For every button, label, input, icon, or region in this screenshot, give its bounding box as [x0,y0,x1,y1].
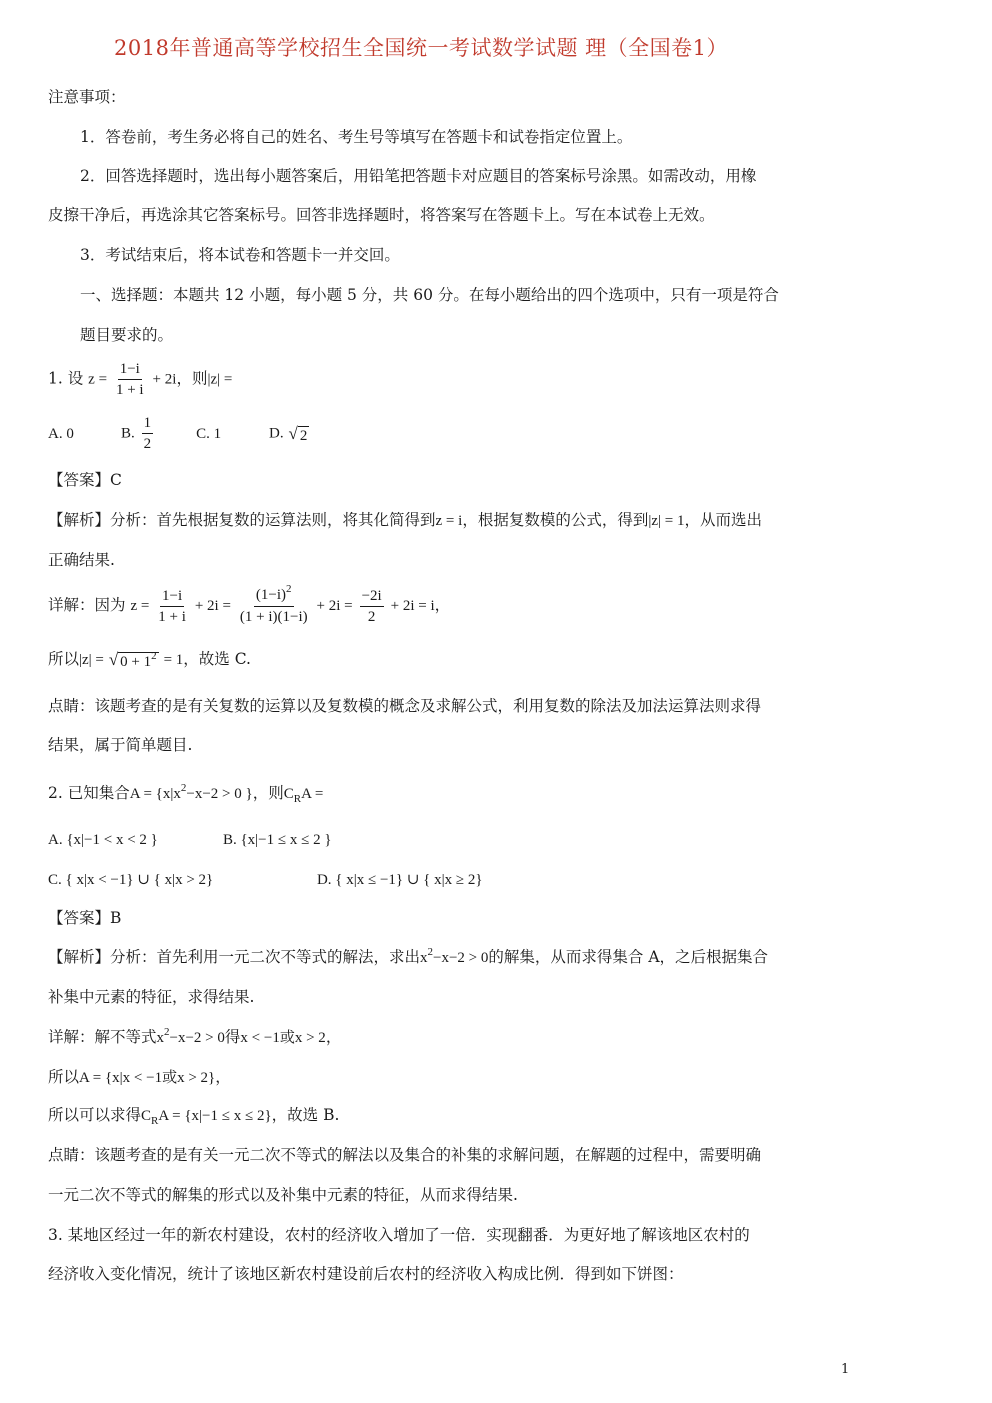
section-heading: 一、选择题：本题共 12 小题，每小题 5 分，共 60 分。在每小题给出的四个选项中，只有一项是符合 [80,286,779,304]
q1-fraction [114,359,146,400]
q1-option-d-sqrt [289,423,310,445]
q1-detail-frac-3 [360,586,384,627]
notice-item-2-cont: 皮擦干净后，再选涂其它答案标号。回答非选择题时，将答案写在答题卡上。写在本试卷上无效。 [48,206,715,224]
q2-analysis-b: 的解集，从而求得集合 A，之后根据集合 [488,948,769,966]
q1-answer: 【答案】C [48,471,122,489]
notice-item-1: 1．答卷前，考生务必将自己的姓名、考生号等填写在答题卡和试卷指定位置上。 [80,128,633,146]
q1-so-label: 所以 [48,650,80,668]
q1-detail-plus-3: + 2i = i [390,598,435,614]
sqrt-icon: √ [288,423,298,443]
notice-item-3: 3．考试结束后，将本试卷和答题卡一并交回。 [80,246,400,264]
q1-detail-end: ， [434,596,451,614]
q1-detail-den-1: 1 + i [158,608,186,625]
q2-so-1-end: ， [215,1068,231,1086]
q2-detail [48,1026,341,1050]
q1-detail-num-2-sup: 2 [286,583,292,595]
q1-tail: + 2i [152,371,177,388]
q2-so-2 [48,1104,339,1128]
q2-detail-label: 详解：解不等式 [48,1028,157,1046]
q1-option-b-den: 2 [143,436,152,452]
q1-stem [48,359,232,400]
q1-comment-cont: 结果，属于简单题目. [48,736,193,754]
q2-analysis-cont: 补集中元素的特征，求得结果. [48,988,255,1006]
q2-answer: 【答案】B [48,909,122,927]
q1-z: z = [88,371,108,388]
q1-comment: 点睛：该题考查的是有关复数的运算以及复数模的概念及求解公式，利用复数的除法及加法运算法则求得 [48,697,762,715]
q1-options [48,413,309,454]
q1-so-sqrt [109,649,159,672]
q1-analysis-b: ，根据复数模的公式，得到 [462,511,649,529]
q1-detail-frac-1 [156,586,188,627]
q2-complement: $C_RA$ = [283,786,324,805]
q1-analysis-zi: z = i [435,513,463,529]
q2-detail-ineq-sup: 2 [164,1026,170,1038]
q2-so-2-complement: $C_RA = \{x|-1 \le x \le 2\}$ [141,1108,272,1127]
q1-detail-den-2: (1 + i)(1−i) [239,609,308,625]
q1-so-end: ，故选 C. [183,650,251,668]
q1-so-sup: 2 [151,649,157,662]
q1-so-radicand: $0 + 1^2$ [120,649,157,670]
q1-denominator: 1 + i [115,382,144,398]
q1-analysis-a: 【解析】分析：首先根据复数的运算法则，将其化简得到 [48,511,436,529]
q2-detail-get: 得 [224,1028,241,1046]
q1-absz: |z| = [207,371,233,388]
q2-option-c: C. { x|x < −1} ∪ { x|x > 2} [48,872,214,888]
q2-complement-sub: R [293,793,302,805]
q1-so [48,648,251,672]
q1-so-eq: = 1 [163,652,184,668]
q1-analysis-c: ，从而选出 [684,511,762,529]
page-number: 1 [841,1362,850,1377]
q2-analysis-ineq: $x^2-x-2 > 0$ [420,946,489,966]
q1-analysis-cont: 正确结果. [48,551,115,569]
q2-option-a: A. {x|−1 < x < 2 } [48,832,158,848]
q2-stem-b: ，则 [252,784,284,802]
q2-comment: 点睛：该题考查的是有关一元二次不等式的解法以及集合的补集的求解问题，在解题的过程中，需要明确 [48,1146,762,1164]
q3-stem-cont: 经济收入变化情况，统计了该地区新农村建设前后农村的经济收入构成比例．得到如下饼图： [48,1265,684,1283]
q2-detail-solution: x < −1或x > 2 [240,1030,326,1046]
notice-item-2: 2．回答选择题时，选出每小题答案后，用铅笔把答题卡对应题目的答案标号涂黑。如需改动，用橡 [80,167,757,185]
q1-analysis-abs: |z| = 1 [648,513,685,529]
q1-detail-num-2: $(1-i)^2$ [254,585,294,607]
q1-detail-plus-2: + 2i = [316,598,353,614]
q1-option-d: D. [269,425,284,442]
q1-option-a: A. 0 [48,425,74,442]
q2-options-cd [48,868,483,891]
q1-analysis [48,509,762,532]
q1-option-c: C. 1 [196,425,222,442]
q2-analysis-a: 【解析】分析：首先利用一元二次不等式的解法，求出 [48,948,421,966]
q1-stem-b: ，则 [176,369,208,388]
q3-stem: 3. 某地区经过一年的新农村建设，农村的经济收入增加了一倍．实现翻番．为更好地了解该地区农村的 [48,1226,750,1244]
q2-so-2-end: ，故选 B. [271,1106,340,1124]
sqrt-icon: √ [108,649,119,669]
q1-detail-label: 详解：因为 [48,596,126,614]
q2-stem [48,782,323,806]
q1-detail-num-1: 1−i [160,586,184,607]
q1-option-d-radicand: 2 [299,427,308,444]
q2-so-2-sub: R [151,1115,159,1127]
q2-label: 2. 已知集合 [48,784,130,802]
q1-label: 1. 设 [48,369,84,388]
q1-option-b-fraction [142,413,154,454]
q1-so-abs: |z| = [79,652,104,668]
page-title: 2018年普通高等学校招生全国统一考试数学试题 理（全国卷1） [114,36,728,60]
q1-detail-z: z = [130,598,150,614]
q1-detail [48,585,450,627]
q2-option-d: D. { x|x ≤ −1} ∪ { x|x ≥ 2} [316,872,483,888]
q2-analysis [48,946,768,970]
q1-option-b: B. [120,425,135,442]
q1-detail-den-3: 2 [367,608,376,625]
q1-detail-plus-1: + 2i = [194,598,231,614]
q2-option-b: B. {x|−1 ≤ x ≤ 2 } [222,832,332,848]
section-heading-cont: 题目要求的。 [80,326,174,344]
q1-option-b-num: 1 [142,413,154,434]
q2-comment-cont: 一元二次不等式的解集的形式以及补集中元素的特征，从而求得结果. [48,1186,518,1204]
q2-detail-end: ， [325,1028,342,1046]
q1-numerator: 1−i [118,359,142,380]
q2-so-1-value: A = {x|x < −1或x > 2} [79,1070,216,1086]
q2-so-1-label: 所以 [48,1068,80,1086]
q1-detail-frac-2 [238,585,310,627]
q2-so-2-label: 所以可以求得 [48,1106,142,1124]
notice-heading: 注意事项： [48,88,126,106]
q2-set-a-sup: 2 [180,782,187,794]
q2-analysis-ineq-sup: 2 [427,946,434,958]
q2-options-ab [48,828,332,851]
q1-detail-num-3: −2i [360,586,384,607]
q2-so-1 [48,1066,231,1089]
q2-set-a: $A = \{x|x^2-x-2 > 0$ } [129,782,253,802]
q2-detail-ineq: $x^2-x-2 > 0$ [156,1026,225,1046]
